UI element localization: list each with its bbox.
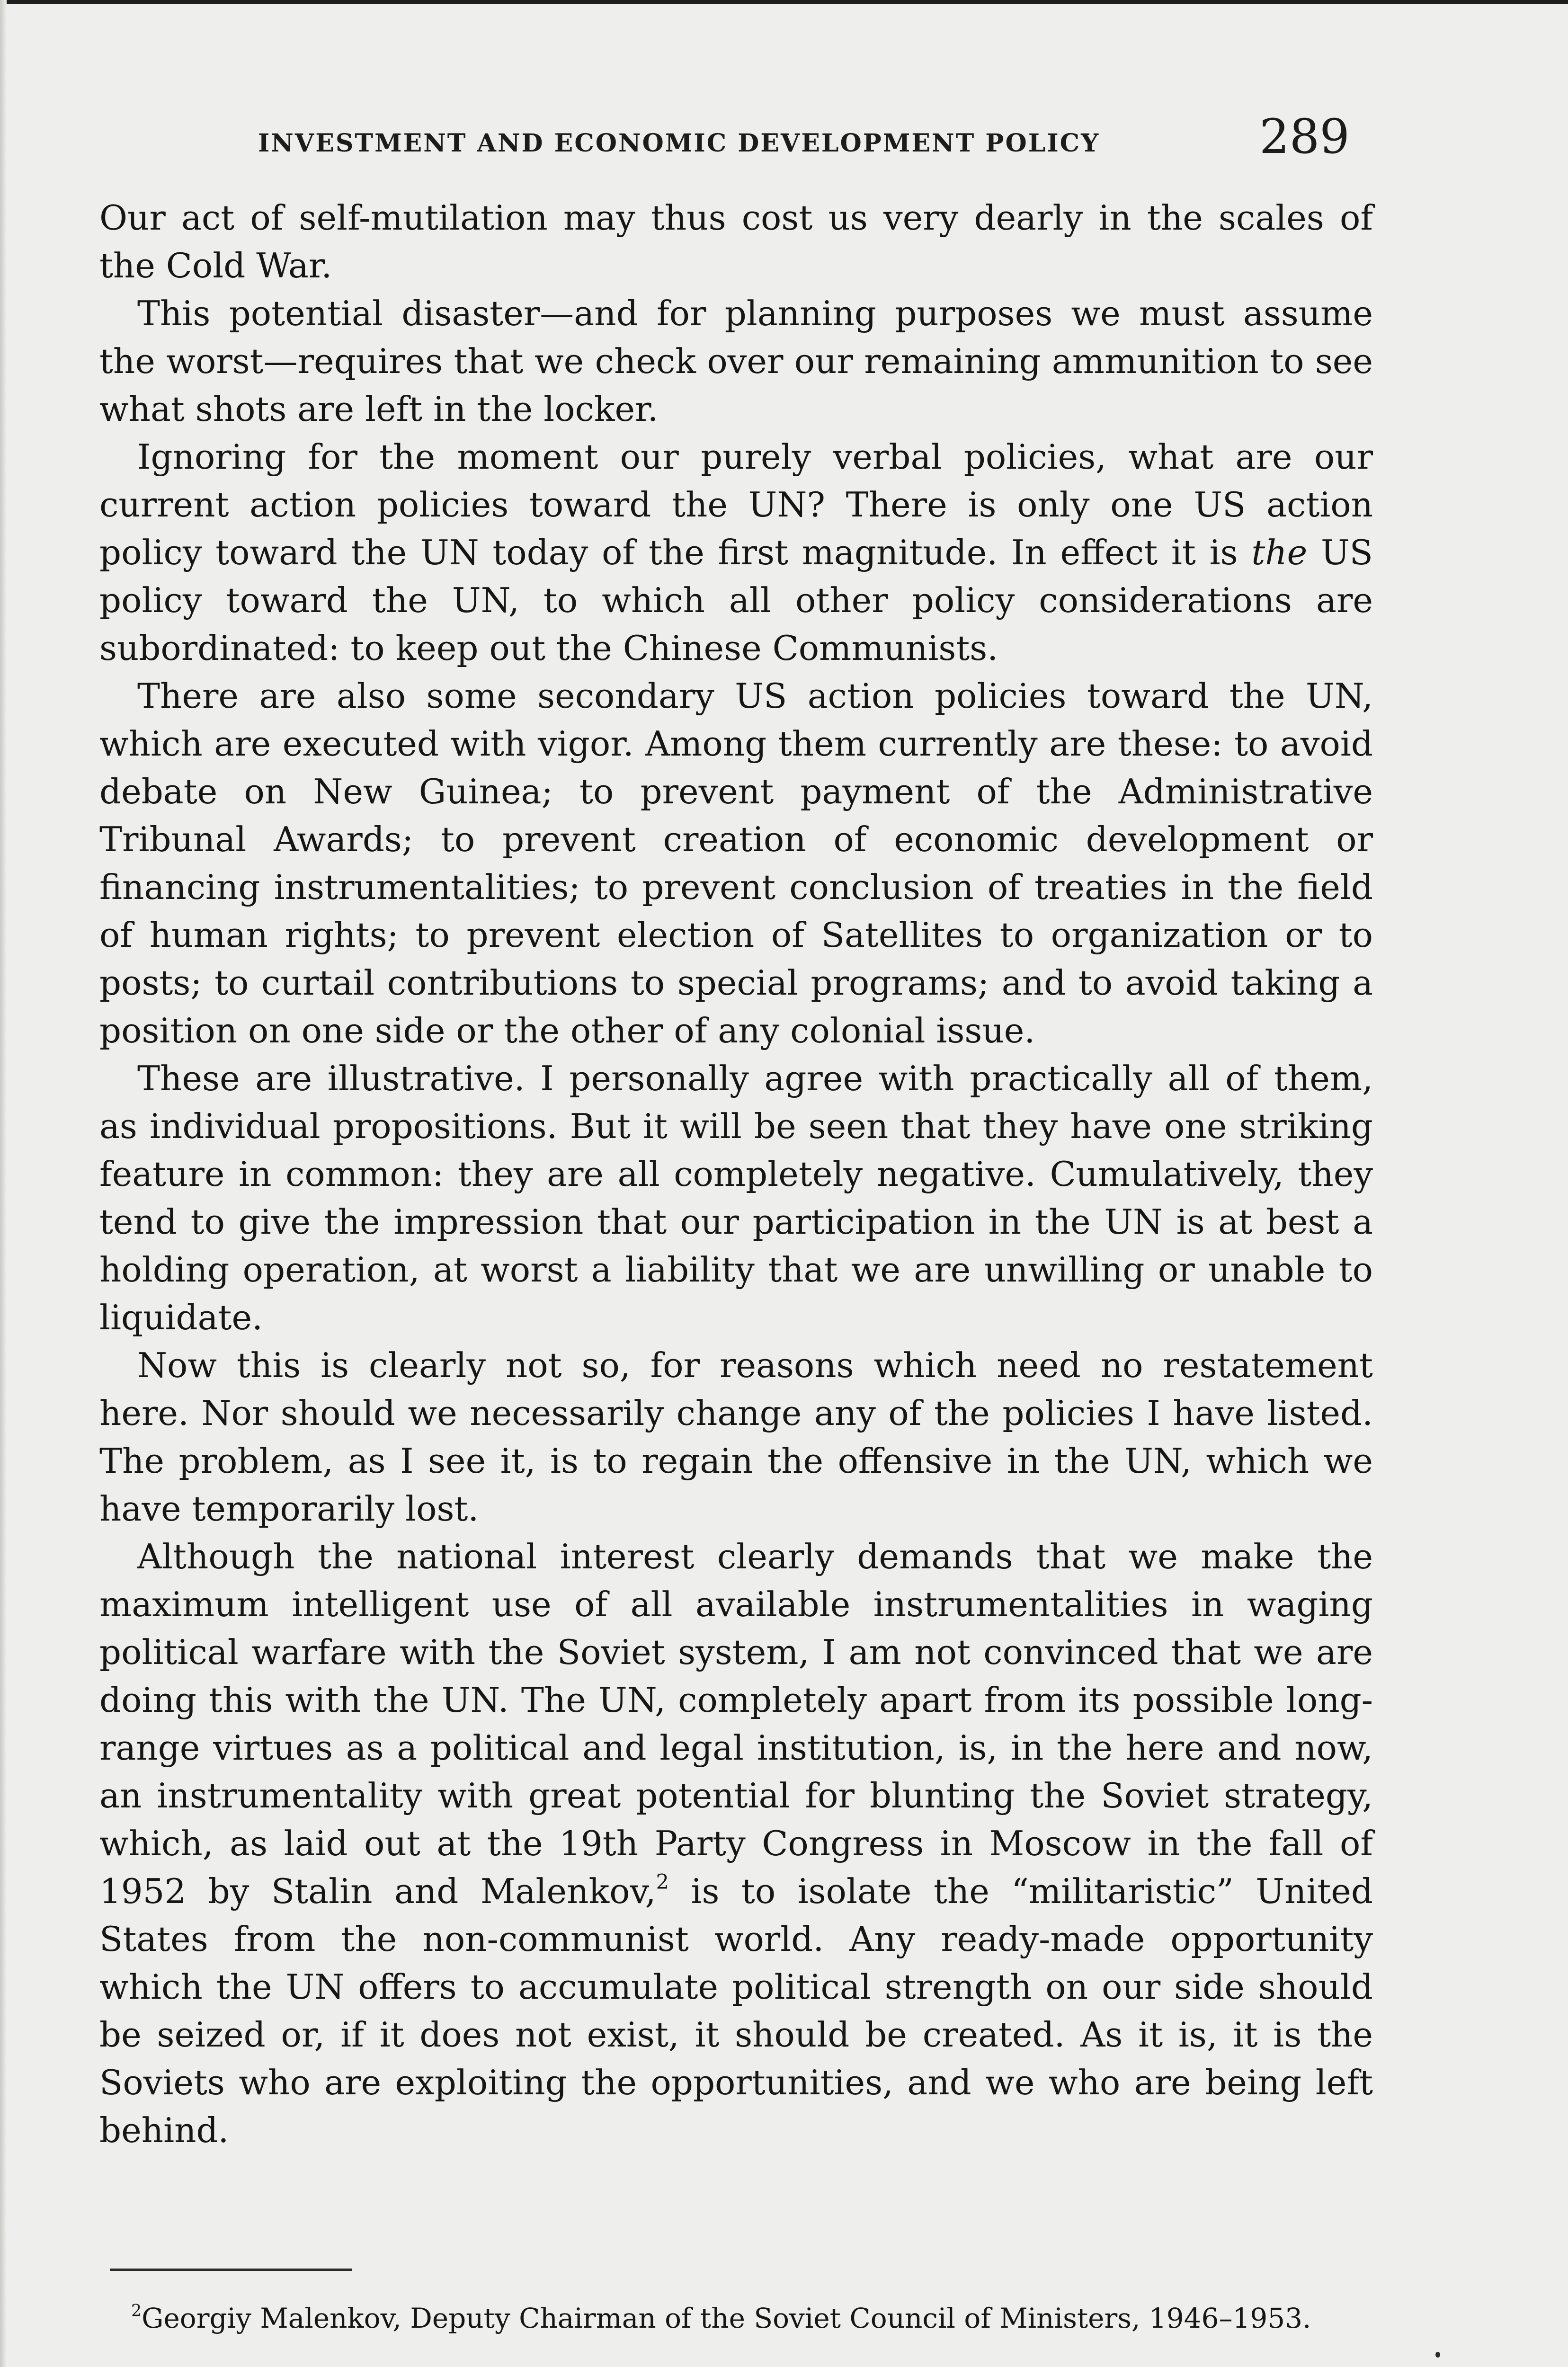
paragraph-3-emphasis: the: [1251, 533, 1308, 572]
paragraph-2: This potential disaster—and for planning purposes we must assume the worst—requires that we check over our remaining ammunition to see what shots are left in the locker.: [99, 294, 1373, 429]
paragraph-3-part-b: US policy toward the UN, to which all other policy considerations are subordinated: to keep out the Chinese Communists.: [99, 533, 1373, 668]
paragraph-3-part-a: Ignoring for the moment our purely verbal policies, what are our current action policies toward the UN? There is only one US action policy toward the UN today of the first magnitude. In effect it is: [99, 437, 1373, 572]
footnote-rule: [110, 2269, 352, 2271]
binding-shadow: [0, 0, 7, 2367]
footnote-marker: 2: [131, 2301, 142, 2321]
paragraph-7-part-a: Although the national interest clearly demands that we make the maximum intelligent use of all available instrumentalities in waging political warfare with the Soviet system, I am not convinced that we are doing this with the UN. The UN, completely apart from its possible long-range virtues as a political and legal institution, is, in the here and now, an instrumentality with great potential for blunting the Soviet strategy, which, as laid out at the 19th Party Congress in Moscow in the fall of 1952 by Stalin and Malenkov,: [99, 1537, 1373, 1911]
top-edge-rule: [0, 0, 1568, 4]
paragraph-6: Now this is clearly not so, for reasons which need no restatement here. Nor should we necessarily change any of the policies I have listed. The problem, as I see it, is to regain the offensive in the UN, which we have temporarily lost.: [99, 1345, 1373, 1529]
footnote-text: Georgiy Malenkov, Deputy Chairman of the Soviet Council of Ministers, 1946–1953.: [142, 2302, 1311, 2334]
footnote: [121, 2300, 1375, 2337]
body-text: [99, 194, 1373, 2154]
paragraph-4: There are also some secondary US action policies toward the UN, which are executed with vigor. Among them currently are these: to avoid debate on New Guinea; to prevent payment of the Administrative Tribunal Awards; to prevent creation of economic development or financing instrumentalities; to prevent conclusion of treaties in the field of human rights; to prevent election of Satellites to organization or to posts; to curtail contributions to special programs; and to avoid taking a position on one side or the other of any colonial issue.: [99, 676, 1373, 1050]
paragraph-7: [99, 1533, 1373, 2154]
paragraph-1: Our act of self-mutilation may thus cost us very dearly in the scales of the Cold War.: [99, 198, 1373, 285]
paragraph-5: These are illustrative. I personally agree with practically all of them, as individual propositions. But it will be seen that they have one striking feature in common: they are all completely negative. Cumulatively, they tend to give the impression that our participation in the UN is at best a holding operation, at worst a liability that we are unwilling or unable to liquidate.: [99, 1059, 1373, 1337]
page-number: 289: [1259, 109, 1350, 164]
paragraph-7-part-b: is to isolate the “militaristic” United States from the non-communist world. Any ready-made opportunity which the UN offers to accumulate political strength on our side should be seized or, if it does not exist, it should be created. As it is, it is the Soviets who are exploiting the opportunities, and we who are being left behind.: [99, 1871, 1373, 2150]
paragraph-3: [99, 433, 1373, 672]
footnote-reference: 2: [656, 1870, 669, 1894]
running-head: INVESTMENT AND ECONOMIC DEVELOPMENT POLICY: [258, 129, 1100, 158]
stray-ink-mark: [1435, 2352, 1440, 2358]
